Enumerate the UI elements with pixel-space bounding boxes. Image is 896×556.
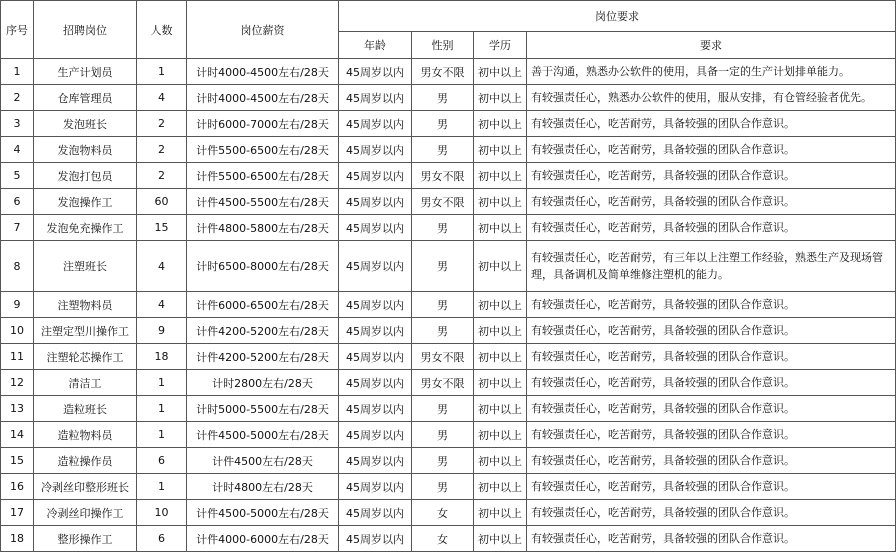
cell-no: 6 <box>1 189 34 215</box>
cell-count: 1 <box>137 370 187 396</box>
cell-gender: 男女不限 <box>412 344 474 370</box>
cell-gender: 男 <box>412 137 474 163</box>
cell-requirement: 善于沟通，熟悉办公软件的使用，具备一定的生产计划排单能力。 <box>527 59 896 85</box>
cell-requirement: 有较强责任心，吃苦耐劳，具备较强的团队合作意识。 <box>527 318 896 344</box>
cell-age: 45周岁以内 <box>339 422 412 448</box>
cell-requirement: 有较强责任心，吃苦耐劳，具备较强的团队合作意识。 <box>527 474 896 500</box>
cell-education: 初中以上 <box>474 422 527 448</box>
cell-education: 初中以上 <box>474 137 527 163</box>
cell-count: 2 <box>137 111 187 137</box>
cell-salary: 计件4500左右/28天 <box>187 448 339 474</box>
table-row <box>1 526 896 552</box>
cell-count: 1 <box>137 59 187 85</box>
cell-gender: 男女不限 <box>412 189 474 215</box>
cell-salary: 计时6000-7000左右/28天 <box>187 111 339 137</box>
cell-position: 发泡物料员 <box>34 137 137 163</box>
cell-no: 13 <box>1 396 34 422</box>
cell-education: 初中以上 <box>474 85 527 111</box>
table-row <box>1 85 896 111</box>
cell-no: 10 <box>1 318 34 344</box>
cell-education: 初中以上 <box>474 500 527 526</box>
table-row <box>1 292 896 318</box>
cell-age: 45周岁以内 <box>339 344 412 370</box>
cell-age: 45周岁以内 <box>339 215 412 241</box>
cell-no: 16 <box>1 474 34 500</box>
cell-count: 4 <box>137 241 187 292</box>
header-row-1 <box>1 1 896 32</box>
table-row <box>1 189 896 215</box>
cell-requirement: 有较强责任心，吃苦耐劳，具备较强的团队合作意识。 <box>527 526 896 552</box>
header-salary: 岗位薪资 <box>187 1 339 59</box>
table-row <box>1 344 896 370</box>
cell-no: 8 <box>1 241 34 292</box>
cell-no: 12 <box>1 370 34 396</box>
cell-salary: 计件5500-6500左右/28天 <box>187 163 339 189</box>
header-age: 年龄 <box>339 32 412 59</box>
cell-gender: 男 <box>412 474 474 500</box>
cell-education: 初中以上 <box>474 163 527 189</box>
cell-education: 初中以上 <box>474 370 527 396</box>
cell-education: 初中以上 <box>474 189 527 215</box>
cell-salary: 计时4800左右/28天 <box>187 474 339 500</box>
cell-salary: 计时5000-5500左右/28天 <box>187 396 339 422</box>
cell-requirement: 有较强责任心，吃苦耐劳，具备较强的团队合作意识。 <box>527 422 896 448</box>
cell-requirement: 有较强责任心，吃苦耐劳，具备较强的团队合作意识。 <box>527 370 896 396</box>
cell-gender: 男 <box>412 111 474 137</box>
cell-requirement: 有较强责任心，吃苦耐劳，具备较强的团队合作意识。 <box>527 111 896 137</box>
cell-count: 1 <box>137 422 187 448</box>
table-row <box>1 474 896 500</box>
cell-position: 冷剥丝印整形班长 <box>34 474 137 500</box>
cell-count: 15 <box>137 215 187 241</box>
cell-age: 45周岁以内 <box>339 59 412 85</box>
table-row <box>1 137 896 163</box>
cell-age: 45周岁以内 <box>339 137 412 163</box>
cell-requirement: 有较强责任心，吃苦耐劳，具备较强的团队合作意识。 <box>527 292 896 318</box>
cell-count: 6 <box>137 526 187 552</box>
cell-gender: 男 <box>412 215 474 241</box>
cell-gender: 男女不限 <box>412 370 474 396</box>
cell-no: 5 <box>1 163 34 189</box>
header-no: 序号 <box>1 1 34 59</box>
cell-requirement: 有较强责任心，吃苦耐劳，具备较强的团队合作意识。 <box>527 215 896 241</box>
table-row <box>1 215 896 241</box>
table-row <box>1 59 896 85</box>
cell-salary: 计时2800左右/28天 <box>187 370 339 396</box>
cell-requirement: 有较强责任心，吃苦耐劳，具备较强的团队合作意识。 <box>527 396 896 422</box>
cell-education: 初中以上 <box>474 241 527 292</box>
cell-position: 生产计划员 <box>34 59 137 85</box>
cell-age: 45周岁以内 <box>339 396 412 422</box>
cell-salary: 计件6000-6500左右/28天 <box>187 292 339 318</box>
cell-age: 45周岁以内 <box>339 500 412 526</box>
cell-gender: 男 <box>412 448 474 474</box>
cell-salary: 计时6500-8000左右/28天 <box>187 241 339 292</box>
cell-count: 18 <box>137 344 187 370</box>
cell-salary: 计件4000-6000左右/28天 <box>187 526 339 552</box>
cell-count: 4 <box>137 85 187 111</box>
cell-salary: 计件4500-5000左右/28天 <box>187 422 339 448</box>
table-row <box>1 448 896 474</box>
cell-count: 2 <box>137 137 187 163</box>
cell-education: 初中以上 <box>474 59 527 85</box>
cell-gender: 男 <box>412 318 474 344</box>
cell-gender: 男 <box>412 422 474 448</box>
cell-position: 注塑定型川操作工 <box>34 318 137 344</box>
cell-requirement: 有较强责任心，吃苦耐劳，具备较强的团队合作意识。 <box>527 448 896 474</box>
cell-requirement: 有较强责任心，吃苦耐劳，具备较强的团队合作意识。 <box>527 500 896 526</box>
cell-position: 造粒操作员 <box>34 448 137 474</box>
table-row <box>1 396 896 422</box>
cell-position: 清洁工 <box>34 370 137 396</box>
header-education: 学历 <box>474 32 527 59</box>
cell-count: 1 <box>137 474 187 500</box>
cell-no: 9 <box>1 292 34 318</box>
cell-education: 初中以上 <box>474 448 527 474</box>
cell-education: 初中以上 <box>474 111 527 137</box>
cell-count: 1 <box>137 396 187 422</box>
cell-requirement: 有较强责任心，吃苦耐劳，具备较强的团队合作意识。 <box>527 137 896 163</box>
cell-count: 6 <box>137 448 187 474</box>
cell-gender: 男女不限 <box>412 59 474 85</box>
cell-position: 发泡打包员 <box>34 163 137 189</box>
cell-position: 发泡免充操作工 <box>34 215 137 241</box>
cell-salary: 计件4200-5200左右/28天 <box>187 318 339 344</box>
cell-no: 1 <box>1 59 34 85</box>
header-position: 招聘岗位 <box>34 1 137 59</box>
cell-no: 2 <box>1 85 34 111</box>
table-row <box>1 163 896 189</box>
cell-position: 造粒班长 <box>34 396 137 422</box>
table-body <box>1 59 896 552</box>
cell-age: 45周岁以内 <box>339 241 412 292</box>
cell-position: 仓库管理员 <box>34 85 137 111</box>
cell-age: 45周岁以内 <box>339 448 412 474</box>
cell-salary: 计时4000-4500左右/28天 <box>187 59 339 85</box>
cell-age: 45周岁以内 <box>339 163 412 189</box>
header-requirement: 要求 <box>527 32 896 59</box>
cell-salary: 计件4500-5500左右/28天 <box>187 189 339 215</box>
header-count: 人数 <box>137 1 187 59</box>
cell-position: 发泡操作工 <box>34 189 137 215</box>
cell-no: 3 <box>1 111 34 137</box>
cell-education: 初中以上 <box>474 318 527 344</box>
cell-gender: 男女不限 <box>412 163 474 189</box>
cell-no: 17 <box>1 500 34 526</box>
table-row <box>1 500 896 526</box>
cell-gender: 男 <box>412 241 474 292</box>
cell-no: 18 <box>1 526 34 552</box>
cell-no: 14 <box>1 422 34 448</box>
cell-age: 45周岁以内 <box>339 292 412 318</box>
table-header <box>1 1 896 59</box>
cell-education: 初中以上 <box>474 292 527 318</box>
cell-salary: 计件4200-5200左右/28天 <box>187 344 339 370</box>
cell-salary: 计件4500-5000左右/28天 <box>187 500 339 526</box>
cell-no: 4 <box>1 137 34 163</box>
cell-education: 初中以上 <box>474 474 527 500</box>
cell-position: 发泡班长 <box>34 111 137 137</box>
cell-education: 初中以上 <box>474 396 527 422</box>
cell-count: 4 <box>137 292 187 318</box>
cell-age: 45周岁以内 <box>339 85 412 111</box>
table-row <box>1 370 896 396</box>
cell-gender: 男 <box>412 292 474 318</box>
cell-education: 初中以上 <box>474 215 527 241</box>
cell-count: 10 <box>137 500 187 526</box>
cell-position: 注塑物料员 <box>34 292 137 318</box>
table-row <box>1 241 896 292</box>
cell-count: 9 <box>137 318 187 344</box>
cell-requirement: 有较强责任心，熟悉办公软件的使用，服从安排，有仓管经验者优先。 <box>527 85 896 111</box>
cell-salary: 计件5500-6500左右/28天 <box>187 137 339 163</box>
cell-gender: 男 <box>412 85 474 111</box>
cell-no: 15 <box>1 448 34 474</box>
cell-gender: 男 <box>412 396 474 422</box>
cell-requirement: 有较强责任心，吃苦耐劳，具备较强的团队合作意识。 <box>527 189 896 215</box>
table-row <box>1 111 896 137</box>
cell-age: 45周岁以内 <box>339 526 412 552</box>
table-row <box>1 422 896 448</box>
cell-position: 整形操作工 <box>34 526 137 552</box>
cell-age: 45周岁以内 <box>339 318 412 344</box>
cell-gender: 女 <box>412 526 474 552</box>
cell-no: 7 <box>1 215 34 241</box>
cell-no: 11 <box>1 344 34 370</box>
cell-age: 45周岁以内 <box>339 370 412 396</box>
cell-position: 注塑班长 <box>34 241 137 292</box>
cell-gender: 女 <box>412 500 474 526</box>
cell-salary: 计时4000-4500左右/28天 <box>187 85 339 111</box>
cell-age: 45周岁以内 <box>339 111 412 137</box>
cell-count: 60 <box>137 189 187 215</box>
header-gender: 性别 <box>412 32 474 59</box>
cell-count: 2 <box>137 163 187 189</box>
cell-position: 注塑轮芯操作工 <box>34 344 137 370</box>
cell-salary: 计件4800-5800左右/28天 <box>187 215 339 241</box>
cell-education: 初中以上 <box>474 526 527 552</box>
cell-age: 45周岁以内 <box>339 474 412 500</box>
cell-position: 造粒物料员 <box>34 422 137 448</box>
header-requirements-group: 岗位要求 <box>339 1 896 32</box>
cell-requirement: 有较强责任心，吃苦耐劳，具备较强的团队合作意识。 <box>527 163 896 189</box>
table-row <box>1 318 896 344</box>
cell-requirement: 有较强责任心，吃苦耐劳，有三年以上注塑工作经验，熟悉生产及现场管理，具备调机及简单维修注塑机的能力。 <box>527 241 896 292</box>
cell-age: 45周岁以内 <box>339 189 412 215</box>
cell-requirement: 有较强责任心，吃苦耐劳，具备较强的团队合作意识。 <box>527 344 896 370</box>
cell-position: 冷剥丝印操作工 <box>34 500 137 526</box>
cell-education: 初中以上 <box>474 344 527 370</box>
